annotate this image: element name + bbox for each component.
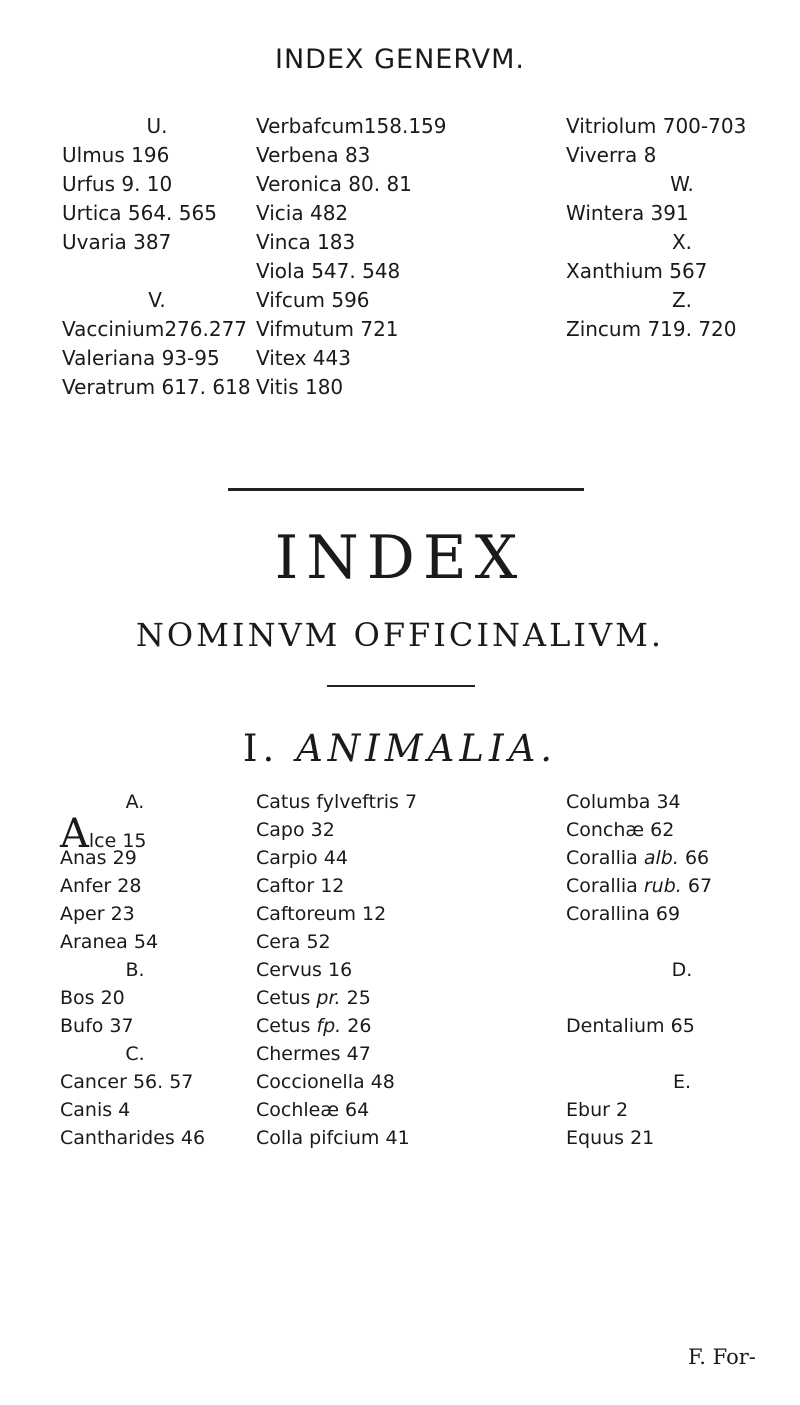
index-entry: Vitriolum 700-703 (566, 114, 747, 138)
letter-heading: Z. (671, 288, 693, 312)
index-entry: Caftoreum 12 (256, 903, 387, 925)
spacer (566, 1040, 798, 1068)
index-entry (256, 984, 556, 1012)
drop-capital: A (60, 811, 89, 857)
index-entry: Dentalium 65 (566, 1015, 695, 1037)
index-entry: Catus fylveftris 7 (256, 791, 418, 813)
animalia-column-3 (566, 788, 798, 1152)
index-entry: Zincum 719. 720 (566, 317, 737, 341)
letter-heading: W. (670, 172, 694, 196)
index-entry: Vaccinium276.277 (62, 317, 248, 341)
index-entry: Valeriana 93-95 (62, 346, 220, 370)
index-entry: Corallina 69 (566, 903, 681, 925)
spacer (62, 257, 252, 286)
letter-heading: B. (125, 959, 145, 981)
entry-name: Corallia (566, 847, 644, 869)
index-entry: Conchæ 62 (566, 819, 675, 841)
index-entry: Urtica 564. 565 (62, 201, 217, 225)
index-entry: Cantharides 46 (60, 1127, 206, 1149)
entry-name: Cetus (256, 1015, 317, 1037)
index-entry: Anfer 28 (60, 875, 142, 897)
index-entry (566, 844, 798, 872)
letter-heading: A. (125, 791, 145, 813)
index-entry: Caftor 12 (256, 875, 345, 897)
index-entry: Vitex 443 (256, 346, 351, 370)
letter-heading: D. (671, 959, 693, 981)
letter-heading: E. (672, 1071, 692, 1093)
index-entry: Carpio 44 (256, 847, 348, 869)
index-entry: Xanthium 567 (566, 259, 708, 283)
index-entry: Columba 34 (566, 791, 681, 813)
index-entry: Cervus 16 (256, 959, 353, 981)
index-entry: Vifcum 596 (256, 288, 370, 312)
entry-page: 66 (678, 847, 710, 869)
section-title: ANIMALIA. (296, 727, 558, 770)
entry-name: Cetus (256, 987, 317, 1009)
index-entry: Wintera 391 (566, 201, 689, 225)
index-entry: Equus 21 (566, 1127, 655, 1149)
index-entry (566, 872, 798, 900)
index-entry: Vitis 180 (256, 375, 344, 399)
index-entry: Cera 52 (256, 931, 331, 953)
entry-qualifier: rub. (643, 875, 682, 897)
entry-name: Corallia (566, 875, 644, 897)
index-entry: Ulmus 196 (62, 143, 170, 167)
genera-column-1 (62, 112, 252, 402)
entry-qualifier: fp. (316, 1015, 342, 1037)
letter-heading: C. (125, 1043, 145, 1065)
index-entry: Coccionella 48 (256, 1071, 395, 1093)
index-entry: Bos 20 (60, 987, 125, 1009)
index-entry: Vifmutum 721 (256, 317, 399, 341)
letter-heading: V. (148, 288, 166, 312)
section-heading (0, 727, 800, 770)
index-entry: Veronica 80. 81 (256, 172, 412, 196)
index-entry: Viverra 8 (566, 143, 657, 167)
index-entry (60, 811, 210, 857)
entry-text: lce 15 (88, 830, 147, 852)
subtitle-rule (327, 685, 475, 687)
animalia-column-2 (256, 788, 556, 1152)
animalia-column-1 (60, 788, 210, 1152)
entry-page: 25 (340, 987, 371, 1009)
index-subtitle: NOMINVM OFFICINALIVM. (135, 616, 665, 654)
spacer (566, 984, 798, 1012)
entry-page: 26 (341, 1015, 372, 1037)
section-number: I. (242, 727, 280, 770)
genera-column-2 (256, 112, 556, 402)
index-entry: Cancer 56. 57 (60, 1071, 194, 1093)
section-divider-rule (228, 488, 584, 491)
index-entry: Chermes 47 (256, 1043, 371, 1065)
index-entry: Aranea 54 (60, 931, 159, 953)
index-entry: Canis 4 (60, 1099, 131, 1121)
index-entry: Vicia 482 (256, 201, 349, 225)
entry-qualifier: pr. (316, 987, 341, 1009)
index-entry: Bufo 37 (60, 1015, 134, 1037)
index-entry: Vinca 183 (256, 230, 356, 254)
index-entry: Urfus 9. 10 (62, 172, 173, 196)
index-entry (256, 1012, 556, 1040)
index-entry: Ebur 2 (566, 1099, 629, 1121)
index-entry: Uvaria 387 (62, 230, 172, 254)
index-entry: Verbena 83 (256, 143, 371, 167)
running-head: INDEX GENERVM. (275, 44, 525, 75)
index-entry: Colla pifcium 41 (256, 1127, 410, 1149)
entry-page: 67 (681, 875, 713, 897)
index-entry: Verbafcum158.159 (256, 114, 447, 138)
index-title: INDEX (274, 523, 526, 593)
index-entry: Viola 547. 548 (256, 259, 401, 283)
letter-heading: X. (671, 230, 693, 254)
index-entry: Veratrum 617. 618 (62, 375, 251, 399)
entry-qualifier: alb. (643, 847, 679, 869)
catchword: F. For- (688, 1345, 756, 1369)
index-entry: Cochleæ 64 (256, 1099, 370, 1121)
spacer (566, 928, 798, 956)
index-entry: Aper 23 (60, 903, 135, 925)
index-entry: Capo 32 (256, 819, 335, 841)
genera-column-3 (566, 112, 798, 344)
letter-heading: U. (146, 114, 168, 138)
index-entry: Anas 29 (60, 847, 137, 869)
